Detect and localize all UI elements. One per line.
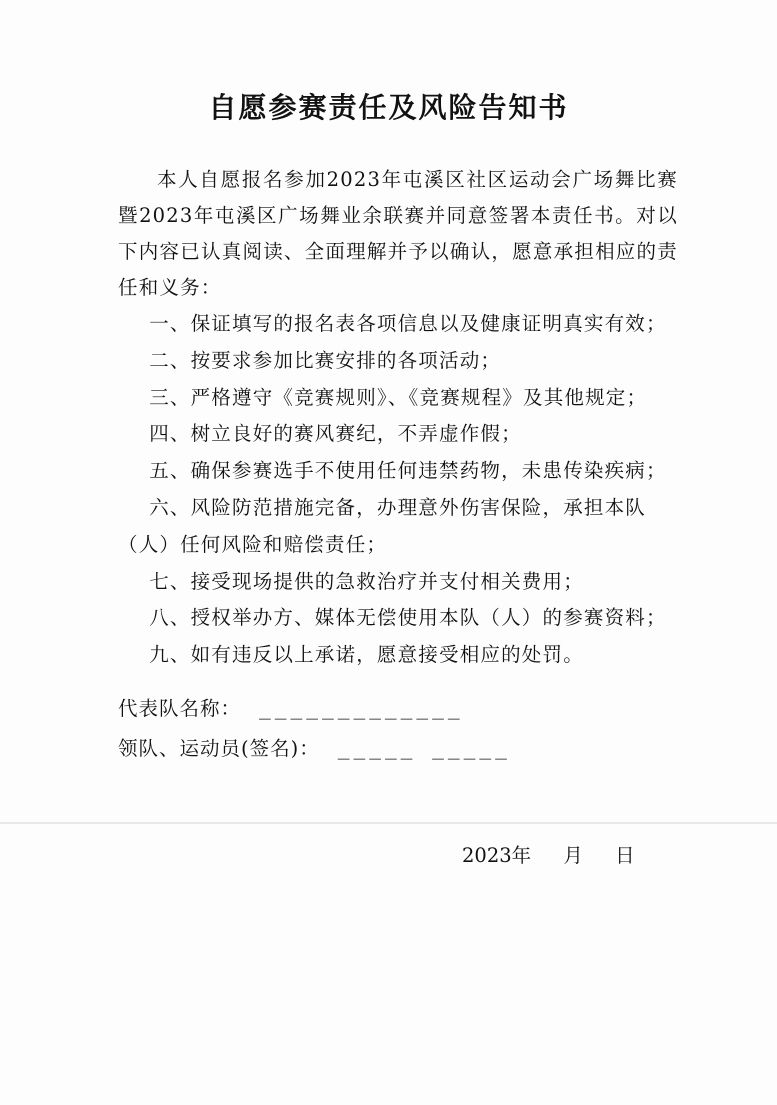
commitment-item-2: 二、按要求参加比赛安排的各项活动；: [149, 348, 502, 372]
team-name-field[interactable]: [118, 693, 464, 721]
commitment-item-4: 四、树立良好的赛风赛纪，不弄虚作假；: [149, 422, 522, 446]
intro-paragraph: 本人自愿报名参加2023年屯溪区社区运动会广场舞比赛暨2023年屯溪区广场舞业余联赛并同意签署本责任书。对以下内容已认真阅读、全面理解并予以确认，愿意承担相应的责任和义务：: [118, 168, 678, 299]
date-day: 日: [615, 844, 635, 867]
date-year: 2023年: [462, 844, 532, 867]
team-name-label: 代表队名称：: [118, 697, 242, 720]
commitment-item-7: 七、接受现场提供的急救治疗并支付相关费用；: [149, 569, 584, 593]
signature-label: 领队、运动员(签名)：: [118, 737, 320, 760]
commitment-list: [118, 306, 678, 674]
signature-blank[interactable]: _____ _____: [337, 737, 511, 760]
commitment-item-6: 六、风险防范措施完备，办理意外伤害保险，承担本队（人）任何风险和赔偿责任；: [118, 495, 646, 556]
document-title: 自愿参赛责任及风险告知书: [208, 91, 569, 124]
commitment-item-1: 一、保证填写的报名表各项信息以及健康证明真实有效；: [149, 312, 667, 335]
signature-field[interactable]: [118, 733, 511, 761]
commitment-item-3: 三、严格遵守《竞赛规则》、《竞赛规程》及其他规定；: [149, 385, 648, 409]
date-month: 月: [563, 844, 583, 867]
commitment-item-9: 九、如有违反以上承诺，愿意接受相应的处罚。: [149, 643, 584, 667]
date-line: [462, 840, 635, 868]
commitment-item-8: 八、授权举办方、媒体无偿使用本队（人）的参赛资料；: [149, 606, 667, 630]
document-body: [118, 162, 678, 674]
team-name-blank[interactable]: _____________: [259, 697, 464, 720]
commitment-item-5: 五、确保参赛选手不使用任何违禁药物，未患传染疾病；: [149, 459, 667, 483]
scan-fold-line: [0, 822, 777, 824]
